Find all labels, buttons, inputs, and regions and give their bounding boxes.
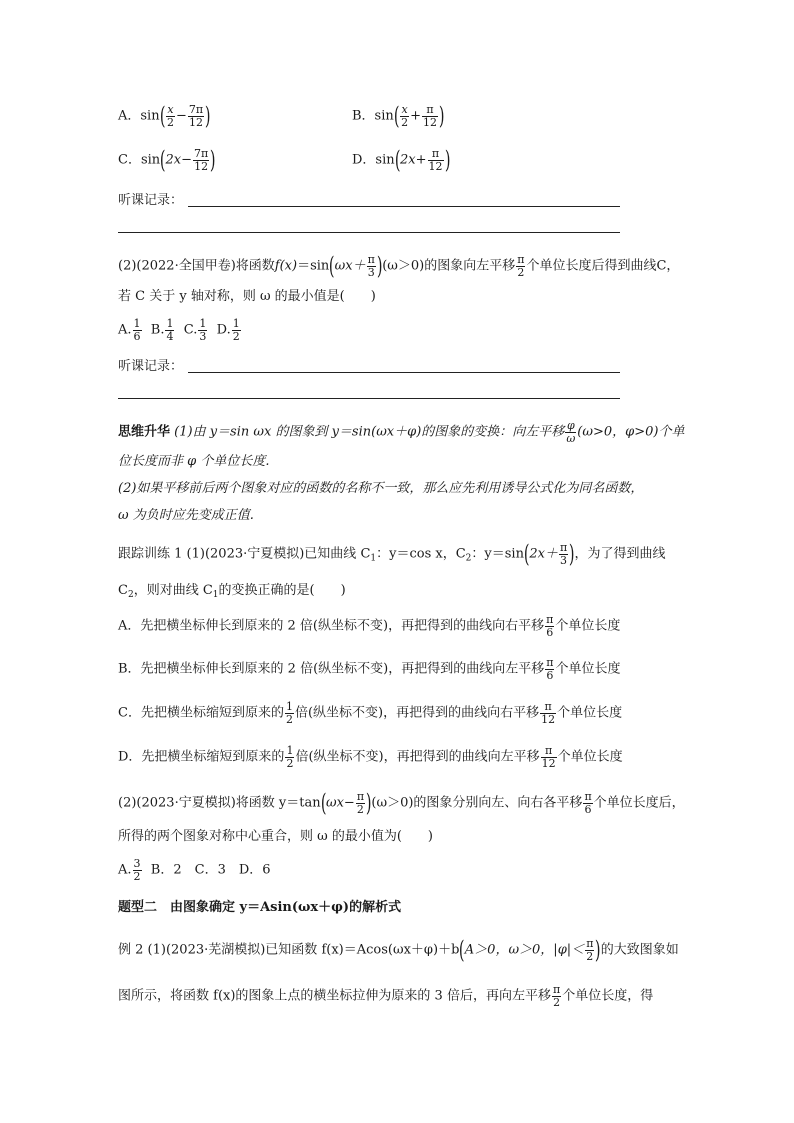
question-3-options (118, 858, 271, 882)
paren-right: ) (376, 252, 383, 281)
fraction: $\frac{\pi}{2}$ (552, 983, 561, 1009)
text: 2x＋ (529, 546, 558, 562)
subscript: 2 (127, 590, 134, 600)
text: ωx＋ (334, 258, 366, 274)
fraction: $\frac{\pi}{2}$ (517, 253, 525, 279)
fraction: $\frac{1}{2}$ (285, 700, 293, 726)
text: 例 2 (1)(2023·芜湖模拟)已知函数 f(x)＝Acos(ωx＋φ)＋b (118, 942, 460, 958)
expression: 2x− (165, 152, 193, 168)
paren-left: ( (320, 789, 327, 818)
text: ：y＝sin (471, 546, 524, 562)
fraction: $\frac{1}{3}$ (199, 317, 207, 343)
note-line (188, 206, 620, 207)
fraction: $\frac{7\pi}{12}$ (188, 103, 204, 129)
question-3-line-2: 所得的两个图象对称中心重合，则 ω 的最小值为( ) (118, 829, 434, 844)
paren-left: ( (459, 936, 465, 965)
fraction: $\frac{\pi}{2}$ (586, 937, 594, 963)
option-label: B. (150, 322, 165, 338)
text: B．先把横坐标伸长到原来的 2 倍(纵坐标不变)，再把得到的曲线向左平移 (118, 661, 545, 677)
option-label: A. (118, 322, 132, 338)
option-c (118, 146, 216, 175)
paren-right: ) (204, 102, 211, 131)
paren-left: ( (329, 252, 335, 281)
example-2-line-2 (118, 984, 653, 1008)
fraction: $\frac{\pi}{6}$ (546, 656, 554, 682)
paren-right: ) (444, 146, 450, 175)
text: ＝sin (297, 258, 330, 274)
text: (1)由 y＝sin ωx 的图象到 y＝sin(ωx＋φ)的图象的变换：向左平移 (174, 424, 565, 440)
paren-right: ) (365, 789, 372, 818)
thinking-title: 思维升华 (118, 424, 171, 440)
text: 个单位长度 (555, 618, 621, 634)
fraction: $\frac{\pi}{12}$ (423, 103, 438, 129)
notes-label: 听课记录： (118, 359, 184, 374)
paren-left: ( (393, 102, 400, 131)
text: ：y＝cos x，C (376, 546, 466, 562)
fraction: $\frac{x}{2}$ (401, 103, 409, 129)
fraction: $\frac{\pi}{12}$ (541, 700, 556, 726)
thinking-line-1 (118, 420, 684, 444)
section-heading: 题型二 由图象确定 y＝Asin(ωx＋φ)的解析式 (118, 900, 402, 915)
text: A＞0，ω＞0，|φ|＜ (464, 942, 585, 958)
question-2-line-1 (118, 252, 680, 281)
question-2-options (118, 318, 242, 342)
option-d (352, 146, 450, 175)
subscript: 2 (465, 553, 472, 564)
note-line (118, 232, 620, 233)
text: 个单位长度后得到曲线C， (526, 258, 680, 274)
text: 个单位长度 (555, 661, 621, 677)
drill-option-c (118, 701, 622, 725)
fraction: $\frac{\pi}{12}$ (541, 744, 556, 770)
text: 倍(纵坐标不变)，再把得到的曲线向左平移 (295, 749, 540, 765)
text: 倍(纵坐标不变)，再把得到的曲线向右平移 (294, 705, 540, 721)
paren-left: ( (160, 146, 166, 175)
text: 跟踪训练 1 (1)(2023·宁夏模拟)已知曲线 C (118, 546, 371, 562)
text: D．先把横坐标缩短到原来的 (118, 749, 285, 765)
fraction: $\frac{1}{2}$ (286, 744, 294, 770)
option-label: C. (183, 322, 198, 338)
text: 的大致图象如 (600, 942, 679, 958)
text: (2)(2022·全国甲卷)将函数 (118, 258, 275, 274)
text: (ω>0，φ>0)个单 (577, 424, 685, 440)
text: (ω＞0)的图象分别向左、向右各平移 (371, 795, 583, 811)
subscript: 1 (370, 553, 377, 564)
operator: − (175, 108, 187, 124)
paren-left: ( (394, 146, 401, 175)
text: (2)(2023·宁夏模拟)将函数 y＝tan (118, 795, 321, 811)
fraction: $\frac{\varphi}{\omega}$ (566, 419, 576, 445)
drill-line-2 (118, 584, 346, 600)
example-2-line-1 (118, 936, 679, 965)
option-c-label: C．sin (118, 152, 161, 168)
paren-right: ) (569, 540, 575, 569)
paren-right: ) (595, 936, 601, 965)
text: 的变换正确的是( ) (218, 583, 346, 598)
option-b-label: B．sin (352, 108, 394, 124)
question-2-line-2: 若 C 关于 y 轴对称，则 ω 的最小值是( ) (118, 289, 376, 304)
text: 图所示，将函数 f(x)的图象上点的横坐标拉伸为原来的 3 倍后，再向左平移 (118, 988, 551, 1004)
option-label: A. (118, 862, 132, 878)
fraction: $\frac{1}{4}$ (166, 317, 174, 343)
text: ωx− (325, 795, 355, 811)
fraction: $\frac{1}{6}$ (133, 317, 141, 343)
note-line (188, 372, 620, 373)
text: 个单位长度后， (593, 795, 685, 811)
drill-option-b (118, 657, 620, 681)
text: A．先把横坐标伸长到原来的 2 倍(纵坐标不变)，再把得到的曲线向右平移 (118, 618, 545, 634)
thinking-line-3: (2)如果平移前后两个图象对应的函数的名称不一致，那么应先利用诱导公式化为同名函数， (118, 481, 644, 496)
fraction: $\frac{3}{2}$ (133, 857, 141, 883)
paren-right: ) (210, 146, 216, 175)
operator: + (410, 108, 422, 124)
question-3-line-1 (118, 789, 685, 818)
fraction: $\frac{x}{2}$ (166, 103, 174, 129)
fraction: $\frac{1}{2}$ (232, 317, 240, 343)
fraction: $\frac{\pi}{3}$ (559, 541, 568, 567)
text: C (118, 583, 128, 598)
fraction: $\frac{\pi}{3}$ (367, 253, 375, 279)
thinking-line-4: ω 为负时应先变成正值. (118, 508, 254, 523)
fraction: $\frac{\pi}{12}$ (428, 147, 443, 173)
text: 个单位长度，得 (562, 988, 654, 1004)
fraction: $\frac{\pi}{2}$ (356, 790, 365, 816)
drill-option-d (118, 745, 623, 769)
text: ，为了得到曲线 (574, 546, 666, 562)
fraction: $\frac{\pi}{6}$ (584, 790, 592, 816)
text: f(x) (274, 258, 298, 274)
text: ，则对曲线 C (133, 583, 213, 598)
note-line (118, 398, 620, 399)
option-d-label: D．sin (352, 152, 395, 168)
paren-right: ) (438, 102, 445, 131)
drill-option-a (118, 614, 620, 638)
text: 个单位长度 (557, 749, 623, 765)
paren-left: ( (523, 540, 530, 569)
text: (ω＞0)的图象向左平移 (382, 258, 516, 274)
expression: 2x+ (400, 152, 427, 168)
text: C．先把横坐标缩短到原来的 (118, 705, 284, 721)
option-a (118, 102, 211, 131)
fraction: $\frac{\pi}{6}$ (546, 613, 554, 639)
text: 个单位长度 (557, 705, 623, 721)
option-label: D. (216, 322, 231, 338)
fraction: $\frac{7\pi}{12}$ (194, 147, 209, 173)
thinking-line-2: 位长度而非 φ 个单位长度. (118, 454, 270, 469)
options-rest: B．2 C．3 D．6 (150, 862, 271, 878)
subscript: 1 (212, 590, 219, 600)
option-a-label: A．sin (118, 108, 160, 124)
notes-label: 听课记录： (118, 193, 184, 208)
paren-left: ( (159, 102, 166, 131)
option-b (352, 102, 445, 131)
drill-line-1 (118, 540, 666, 569)
